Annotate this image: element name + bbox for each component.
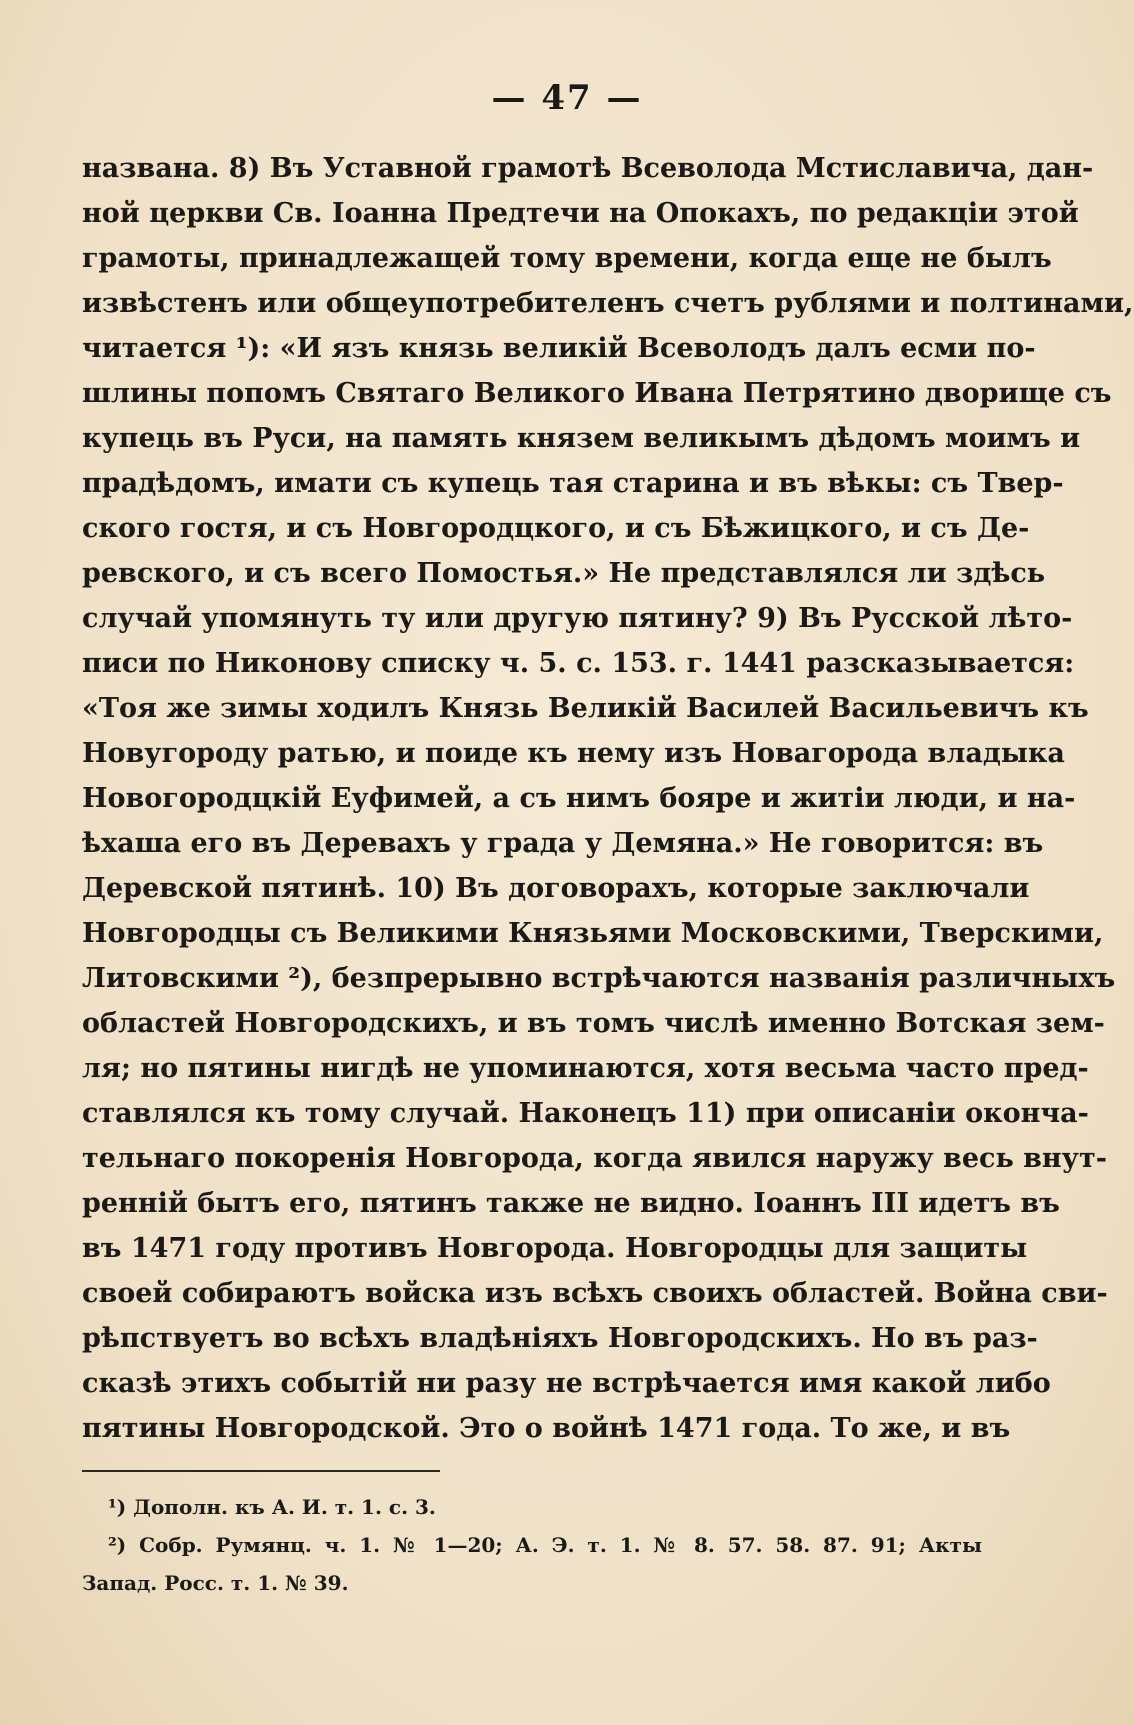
text-line: Новгородцы съ Великими Князьями Московскими, Тверскими, bbox=[82, 918, 1104, 949]
text-line: пятины Новгородской. Это о войнѣ 1471 года. То же, и въ bbox=[82, 1413, 1011, 1444]
text-line: ского гостя, и съ Новгородцкого, и съ Бѣжицкого, и съ Де- bbox=[82, 513, 1030, 544]
text-line: Новогородцкій Еуфимей, а съ нимъ бояре и житіи люди, и на- bbox=[82, 783, 1076, 814]
text-line: «Тоя же зимы ходилъ Князь Великій Василей Васильевичъ къ bbox=[82, 693, 1089, 724]
text-line: купець въ Руси, на память князем великымъ дѣдомъ моимъ и bbox=[82, 423, 1081, 454]
footnote-1: ¹) Дополн. къ А. И. т. 1. с. 3. bbox=[108, 1495, 436, 1519]
text-line: названа. 8) Въ Уставной грамотѣ Всеволода Мстиславича, дан- bbox=[82, 153, 1094, 184]
text-line: ѣхаша его въ Деревахъ у града у Демяна.» Не говорится: въ bbox=[82, 828, 1044, 859]
text-line: своей собираютъ войска изъ всѣхъ своихъ областей. Война сви- bbox=[82, 1278, 1108, 1309]
text-line: ной церкви Св. Іоанна Предтечи на Опокахъ, по редакціи этой bbox=[82, 198, 1079, 229]
body-text bbox=[82, 146, 1134, 1451]
footnote-2: ²) Собр. Румянц. ч. 1. № 1—20; А. Э. т. 1. № 8. 57. 58. 87. 91; Акты bbox=[108, 1533, 982, 1557]
text-line: Литовскими ²), безпрерывно встрѣчаются названія различныхъ bbox=[82, 963, 1116, 994]
text-line: Деревской пятинѣ. 10) Въ договорахъ, которые заключали bbox=[82, 873, 1030, 904]
text-line: областей Новгородскихъ, и въ томъ числѣ именно Вотская зем- bbox=[82, 1008, 1105, 1039]
text-line: грамоты, принадлежащей тому времени, когда еще не былъ bbox=[82, 243, 1052, 274]
footnotes bbox=[82, 1488, 982, 1602]
text-line: ставлялся къ тому случай. Наконецъ 11) при описаніи оконча- bbox=[82, 1098, 1089, 1129]
text-line: случай упомянуть ту или другую пятину? 9) Въ Русской лѣто- bbox=[82, 603, 1073, 634]
text-line: ля; но пятины нигдѣ не упоминаются, хотя весьма часто пред- bbox=[82, 1053, 1089, 1084]
text-line: ренній бытъ его, пятинъ также не видно. Іоаннъ III идетъ въ bbox=[82, 1188, 1060, 1219]
footnote-divider bbox=[82, 1470, 440, 1472]
page-number: — 47 — bbox=[491, 78, 643, 118]
text-line: тельнаго покоренія Новгорода, когда явился наружу весь внут- bbox=[82, 1143, 1107, 1174]
text-line: прадѣдомъ, имати съ купець тая старина и въ вѣкы: съ Твер- bbox=[82, 468, 1064, 499]
text-line: Новугороду ратью, и поиде къ нему изъ Новагорода владыка bbox=[82, 738, 1065, 769]
text-line: сказѣ этихъ событій ни разу не встрѣчается имя какой либо bbox=[82, 1368, 1051, 1399]
text-line: шлины попомъ Святаго Великого Ивана Петрятино дворище съ bbox=[82, 378, 1112, 409]
text-line: извѣстенъ или общеупотребителенъ счетъ рублями и полтинами, bbox=[82, 288, 1134, 319]
text-line: въ 1471 году противъ Новгорода. Новгородцы для защиты bbox=[82, 1233, 1028, 1264]
text-line: писи по Никонову списку ч. 5. с. 153. г. 1441 разсказывается: bbox=[82, 648, 1075, 679]
text-line: рѣпствуетъ во всѣхъ владѣніяхъ Новгородскихъ. Но въ раз- bbox=[82, 1323, 1038, 1354]
footnote-2-continuation: Запад. Росс. т. 1. № 39. bbox=[82, 1571, 349, 1595]
text-line: читается ¹): «И язъ князь великій Всеволодъ далъ есми по- bbox=[82, 333, 1036, 364]
text-line: ревского, и съ всего Помостья.» Не представлялся ли здѣсь bbox=[82, 558, 1046, 589]
